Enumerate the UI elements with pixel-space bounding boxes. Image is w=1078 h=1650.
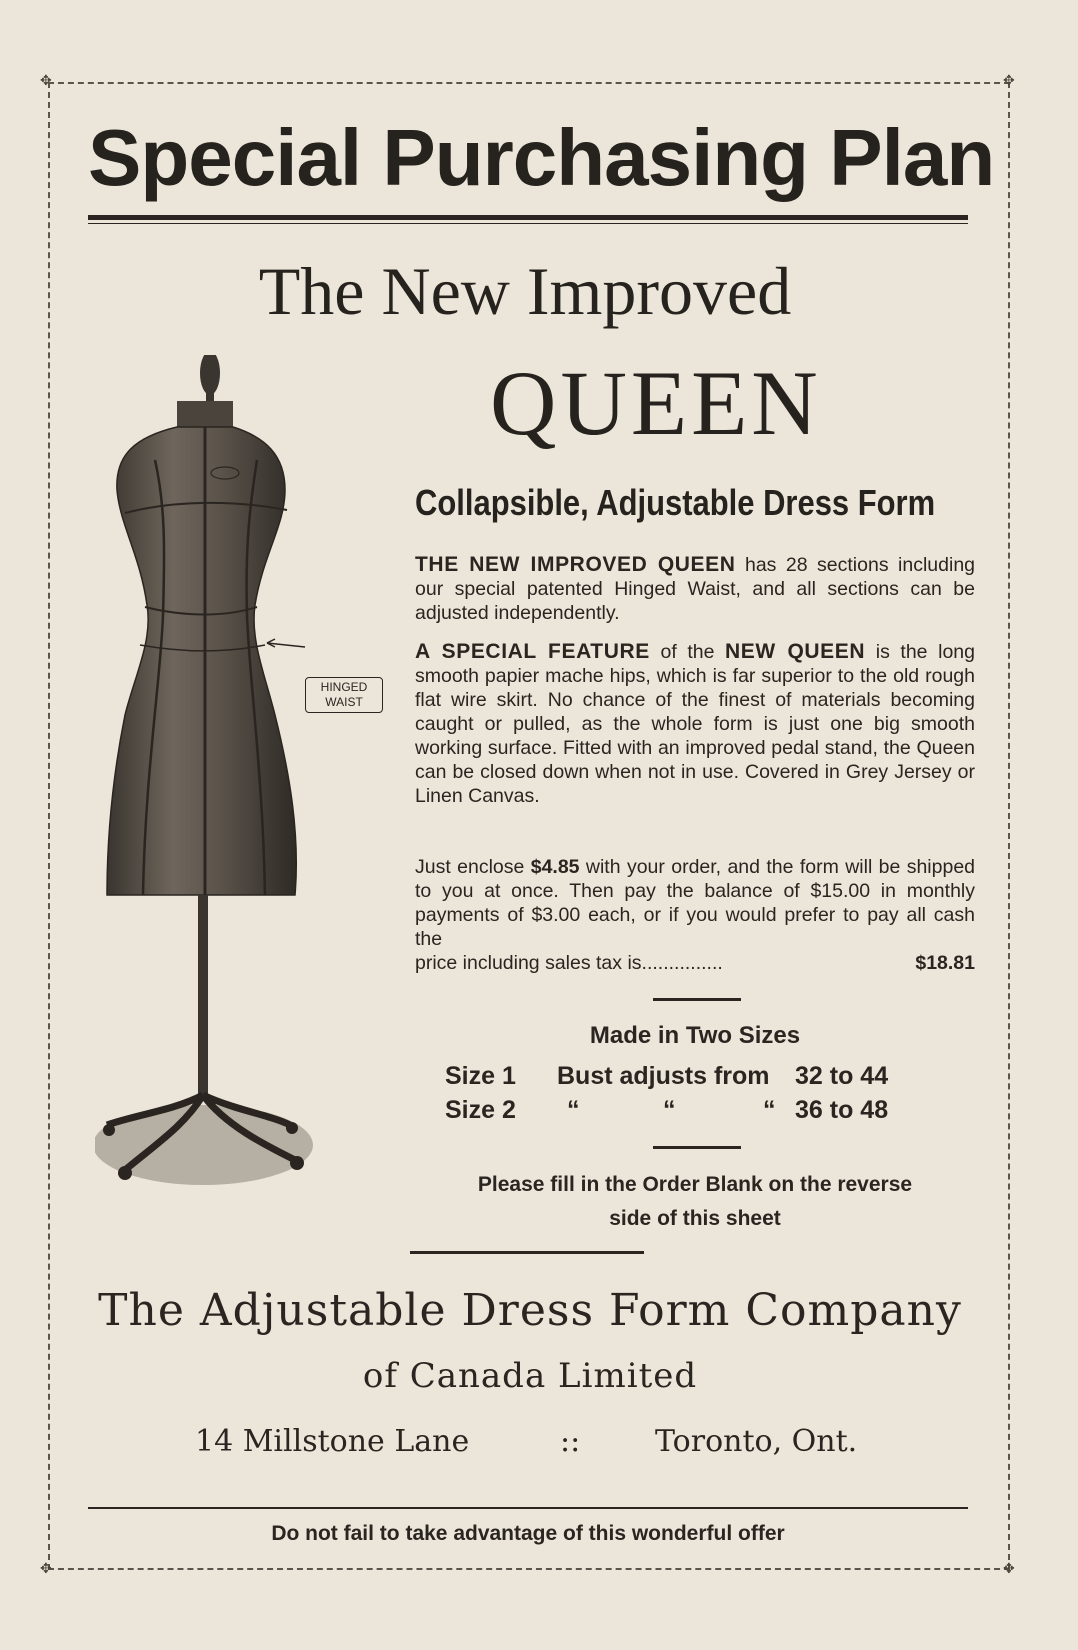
company-subtitle: of Canada Limited xyxy=(362,1356,698,1396)
corner-ornament-icon: ✥ xyxy=(40,1561,52,1577)
cash-price: $18.81 xyxy=(915,952,975,974)
paragraph-text: is the long smooth papier mache hips, which is far superior to the old rough flat wire skirt. No chance of the finest of materials becoming caught or pulled, as the whole form is just one big smooth working surface. Fitted with an improved pedal stand, the Queen can be closed down when not in use. Covered in Grey Jersey or Linen Canvas. xyxy=(415,641,975,807)
size-range: 36 to 48 xyxy=(795,1096,889,1124)
product-subtitle: The New Improved xyxy=(258,253,792,329)
title-rule xyxy=(88,215,968,220)
section-divider xyxy=(653,1146,741,1149)
hinged-waist-label-line2: WAIST xyxy=(325,695,363,709)
price-line xyxy=(415,951,975,975)
paragraph-lead: NEW QUEEN xyxy=(725,640,866,663)
description-paragraph-3 xyxy=(415,855,975,975)
sizes-heading: Made in Two Sizes xyxy=(589,1022,801,1049)
size-range: 32 to 44 xyxy=(795,1062,889,1090)
paragraph-text: Just enclose xyxy=(415,856,531,878)
paragraph-text: of the xyxy=(649,641,726,663)
paragraph-text: with your order, and the form will be shipped to you at once. Then pay the balance of $15.00 in monthly payments of $3.00 each, or if you would prefer to pay all cash the xyxy=(415,856,976,950)
order-note-line: Please fill in the Order Blank on the reverse xyxy=(477,1173,913,1196)
company-name: The Adjustable Dress Form Company xyxy=(98,1285,962,1336)
paragraph-text: has 28 sections including our special patented Hinged Waist, and all sections can be adjusted independently. xyxy=(415,554,976,624)
ditto-mark: “ xyxy=(567,1096,580,1124)
company-street: 14 Millstone Lane xyxy=(195,1424,470,1459)
section-divider xyxy=(410,1251,644,1254)
product-type: Collapsible, Adjustable Dress Form xyxy=(415,482,936,523)
paragraph-lead: A SPECIAL FEATURE xyxy=(415,640,650,663)
description-paragraph-2 xyxy=(415,640,975,808)
paragraph-lead: THE NEW IMPROVED QUEEN xyxy=(415,553,736,576)
dress-form-illustration xyxy=(95,355,425,1255)
size-description: Bust adjusts from xyxy=(557,1062,770,1090)
footer-tagline: Do not fail to take advantage of this wonderful offer xyxy=(271,1522,785,1545)
size-label: Size 1 xyxy=(445,1062,516,1090)
product-name: QUEEN xyxy=(490,352,822,454)
order-note xyxy=(410,1168,980,1236)
hinged-waist-label xyxy=(305,677,383,713)
title-rule-thin xyxy=(88,223,968,224)
corner-ornament-icon: ✥ xyxy=(40,73,52,89)
page-title: Special Purchasing Plan xyxy=(88,113,995,202)
description-paragraph-1 xyxy=(415,553,975,625)
corner-ornament-icon: ✥ xyxy=(1003,1561,1015,1577)
size-label: Size 2 xyxy=(445,1096,516,1124)
deposit-amount: $4.85 xyxy=(530,856,580,878)
corner-ornament-icon: ✥ xyxy=(1003,73,1015,89)
section-divider xyxy=(653,998,741,1001)
company-city: Toronto, Ont. xyxy=(655,1424,858,1459)
order-note-line: side of this sheet xyxy=(609,1207,781,1230)
address-separator: :: xyxy=(560,1424,581,1459)
price-label: price including sales tax is............... xyxy=(415,952,723,974)
hinged-waist-label-line1: HINGED xyxy=(320,680,368,694)
ditto-mark: “ xyxy=(763,1096,776,1124)
ditto-mark: “ xyxy=(663,1096,676,1124)
footer-rule xyxy=(88,1507,968,1509)
